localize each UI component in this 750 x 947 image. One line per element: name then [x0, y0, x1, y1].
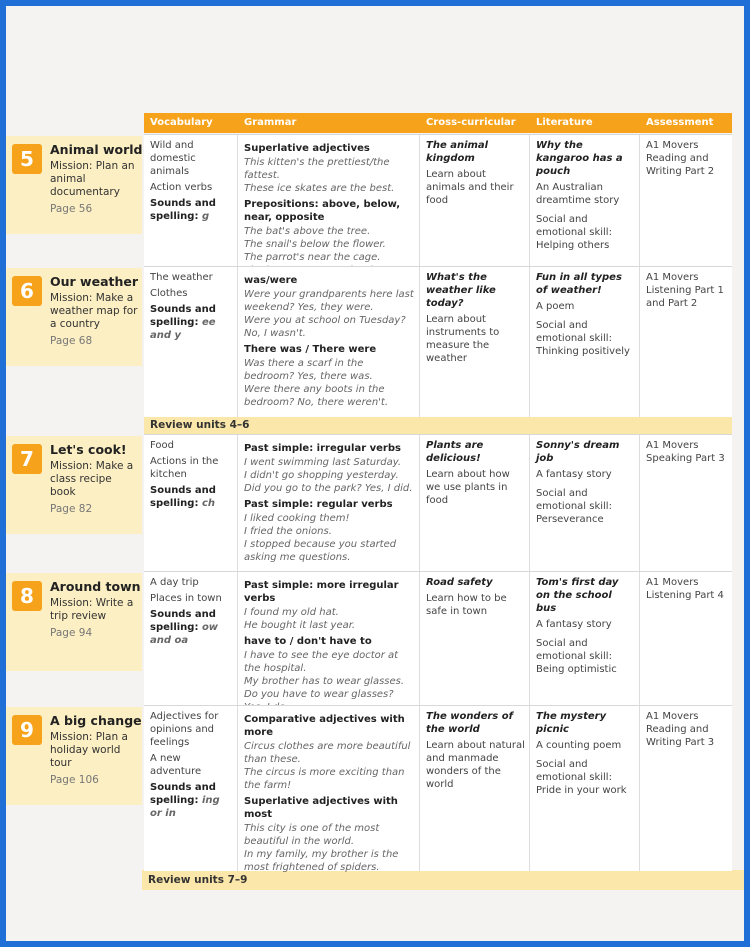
- unit-title: Around town: [50, 579, 141, 594]
- assessment-cell: [640, 572, 732, 706]
- grammar-example: I didn't go shopping yesterday.: [244, 470, 399, 481]
- literature-type: A counting poem: [536, 740, 622, 751]
- literature-skill: Social and emotional skill: Being optimistic: [536, 638, 617, 675]
- sounds-spelling-letters: ee and y: [150, 317, 216, 341]
- grammar-example: I liked cooking them!: [244, 513, 350, 524]
- unit-badge: [6, 436, 142, 534]
- mission-text: Mission: Write a trip review: [50, 597, 134, 622]
- unit-mission: [50, 597, 138, 640]
- grammar-example: Did you go to the park? Yes, I did.: [244, 483, 413, 494]
- vocabulary-cell: [144, 267, 238, 417]
- unit-mission: [50, 731, 138, 787]
- unit-badge: [6, 136, 142, 234]
- assessment-cell: [640, 706, 732, 871]
- unit-mission: [50, 292, 138, 348]
- unit-title: Our weather: [50, 274, 139, 289]
- cross-curricular-cell: [420, 135, 530, 267]
- table-row: [144, 705, 732, 871]
- literature-cell: [530, 135, 640, 267]
- grammar-example: I have to see the eye doctor at the hospital.: [244, 650, 399, 674]
- grammar-example: Were there any boots in the bedroom? No, there weren't.: [244, 384, 389, 408]
- literature-title: Sonny's dream job: [536, 440, 620, 464]
- header-literature: Literature: [530, 113, 640, 133]
- grammar-cell: [238, 706, 420, 871]
- grammar-example: The snail's below the flower.: [244, 239, 386, 250]
- literature-type: A fantasy story: [536, 469, 612, 480]
- literature-cell: [530, 706, 640, 871]
- table-row: [144, 266, 732, 417]
- literature-type: A poem: [536, 301, 575, 312]
- literature-cell: [530, 267, 640, 417]
- mission-text: Mission: Make a weather map for a country: [50, 292, 138, 330]
- vocab-item: Adjectives for opinions and feelings: [150, 711, 219, 748]
- literature-title: Fun in all types of weather!: [536, 272, 622, 296]
- vocab-item: Food: [150, 440, 174, 451]
- unit-badge: [6, 573, 142, 671]
- grammar-example: Was there a scarf in the bedroom? Yes, there was.: [244, 358, 373, 382]
- vocab-item: A day trip: [150, 577, 199, 588]
- grammar-cell: [238, 572, 420, 706]
- grammar-heading: Past simple: regular verbs: [244, 499, 393, 510]
- review-units-7-9: Review units 7–9: [142, 870, 744, 890]
- grammar-example: Circus clothes are more beautiful than these.: [244, 741, 411, 765]
- unit-page: Page 94: [50, 627, 93, 639]
- literature-title: Tom's first day on the school bus: [536, 577, 619, 614]
- mission-text: Mission: Plan an animal documentary: [50, 160, 135, 198]
- literature-type: A fantasy story: [536, 619, 612, 630]
- literature-skill: Social and emotional skill: Perseverance: [536, 488, 612, 525]
- table-row: [144, 571, 732, 706]
- header-assessment: Assessment: [640, 113, 732, 133]
- assessment-cell: [640, 267, 732, 417]
- unit-page: Page 106: [50, 774, 99, 786]
- grammar-example: Were your grandparents here last weekend? Yes, they were.: [244, 289, 414, 313]
- grammar-example: I fried the onions.: [244, 526, 332, 537]
- sounds-spelling: Sounds and spelling: ch: [150, 485, 216, 509]
- vocabulary-cell: [144, 135, 238, 267]
- cross-curricular-cell: [420, 435, 530, 572]
- unit-title: Let's cook!: [50, 442, 127, 457]
- cross-title: Plants are delicious!: [426, 440, 484, 464]
- mission-text: Mission: Plan a holiday world tour: [50, 731, 128, 769]
- cross-title: Road safety: [426, 577, 493, 588]
- cross-title: The animal kingdom: [426, 140, 489, 164]
- unit-page: Page 82: [50, 503, 93, 515]
- unit-number: 9: [12, 715, 42, 745]
- cross-text: Learn about animals and their food: [426, 169, 514, 206]
- literature-type: An Australian dreamtime story: [536, 182, 620, 206]
- sounds-spelling-letters: ing or in: [150, 795, 220, 819]
- cross-text: Learn about how we use plants in food: [426, 469, 510, 506]
- sounds-spelling-letters: g: [201, 211, 210, 222]
- literature-skill: Social and emotional skill: Thinking positively: [536, 320, 630, 357]
- grammar-heading: Comparative adjectives with more: [244, 714, 405, 738]
- header-cross-curricular: Cross-curricular: [420, 113, 530, 133]
- sounds-spelling-letters: ch: [201, 498, 215, 509]
- cross-text: Learn about natural and manmade wonders of the world: [426, 740, 525, 790]
- grammar-cell: [238, 435, 420, 572]
- cross-curricular-cell: [420, 267, 530, 417]
- header-grammar: Grammar: [238, 113, 420, 133]
- literature-skill: Social and emotional skill: Pride in your work: [536, 759, 627, 796]
- sounds-spelling: Sounds and spelling: g: [150, 198, 216, 222]
- grammar-heading: Past simple: more irregular verbs: [244, 580, 399, 604]
- grammar-example: I went swimming last Saturday.: [244, 457, 402, 468]
- grammar-example: The parrot's near the cage.: [244, 252, 381, 263]
- grammar-example: The bat's above the tree.: [244, 226, 371, 237]
- vocabulary-cell: [144, 572, 238, 706]
- literature-cell: [530, 572, 640, 706]
- grammar-cell: [238, 135, 420, 267]
- assessment-text: A1 Movers Reading and Writing Part 3: [646, 711, 715, 748]
- grammar-heading: was/were: [244, 275, 298, 286]
- assessment-text: A1 Movers Listening Part 1 and Part 2: [646, 272, 724, 309]
- table-row: [144, 434, 732, 572]
- header-vocabulary: Vocabulary: [144, 113, 238, 133]
- literature-title: Why the kangaroo has a pouch: [536, 140, 623, 177]
- vocabulary-cell: [144, 435, 238, 572]
- cross-curricular-cell: [420, 572, 530, 706]
- literature-title: The mystery picnic: [536, 711, 607, 735]
- grammar-example: This city is one of the most beautiful in the world.: [244, 823, 380, 847]
- table-row: [144, 134, 732, 267]
- unit-title: A big change: [50, 713, 142, 728]
- grammar-heading: There was / There were: [244, 344, 377, 355]
- vocab-item: Wild and domestic animals: [150, 140, 196, 177]
- vocab-item: Action verbs: [150, 182, 213, 193]
- unit-number: 7: [12, 444, 42, 474]
- cross-text: Learn about instruments to measure the weather: [426, 314, 500, 364]
- unit-page: Page 68: [50, 335, 93, 347]
- assessment-cell: [640, 435, 732, 572]
- page: [6, 6, 744, 941]
- sounds-spelling: Sounds and spelling: ow and oa: [150, 609, 219, 646]
- assessment-text: A1 Movers Reading and Writing Part 2: [646, 140, 715, 177]
- grammar-example: These ice skates are the best.: [244, 183, 395, 194]
- grammar-heading: Past simple: irregular verbs: [244, 443, 401, 454]
- unit-number: 8: [12, 581, 42, 611]
- cross-title: The wonders of the world: [426, 711, 513, 735]
- grammar-example: This kitten's the prettiest/the fattest.: [244, 157, 390, 181]
- unit-number: 6: [12, 276, 42, 306]
- cross-text: Learn how to be safe in town: [426, 593, 507, 617]
- vocab-item: Actions in the kitchen: [150, 456, 219, 480]
- grammar-cell: [238, 267, 420, 417]
- assessment-text: A1 Movers Listening Part 4: [646, 577, 724, 601]
- grammar-heading: Superlative adjectives: [244, 143, 370, 154]
- literature-skill: Social and emotional skill: Helping others: [536, 214, 612, 251]
- grammar-example: I found my old hat.: [244, 607, 339, 618]
- cross-curricular-cell: [420, 706, 530, 871]
- grammar-heading: Prepositions: above, below, near, opposite: [244, 199, 401, 223]
- literature-cell: [530, 435, 640, 572]
- grammar-example: Do you have to wear glasses?: [244, 689, 394, 700]
- grammar-heading: Superlative adjectives with most: [244, 796, 398, 820]
- vocab-item: A new adventure: [150, 753, 202, 777]
- grammar-example: The circus is more exciting than the farm!: [244, 767, 405, 791]
- unit-badge: [6, 707, 142, 805]
- vocab-item: Clothes: [150, 288, 188, 299]
- grammar-example: My brother has to wear glasses.: [244, 676, 405, 687]
- assessment-cell: [640, 135, 732, 267]
- sounds-spelling: Sounds and spelling: ing or in: [150, 782, 220, 819]
- unit-mission: [50, 160, 138, 216]
- grammar-heading: have to / don't have to: [244, 636, 372, 647]
- unit-mission: [50, 460, 138, 516]
- grammar-example: I stopped because you started asking me questions.: [244, 539, 397, 563]
- unit-title: Animal world: [50, 142, 143, 157]
- unit-badge: [6, 268, 142, 366]
- assessment-text: A1 Movers Speaking Part 3: [646, 440, 725, 464]
- grammar-example: Were you at school on Tuesday? No, I wasn't.: [244, 315, 406, 339]
- mission-text: Mission: Make a class recipe book: [50, 460, 134, 498]
- grammar-example: He bought it last year.: [244, 620, 356, 631]
- review-units-4-6: Review units 4–6: [144, 416, 732, 434]
- vocab-item: The weather: [150, 272, 213, 283]
- vocab-item: Places in town: [150, 593, 222, 604]
- grammar-example: In my family, my brother is the most frightened of spiders.: [244, 849, 399, 873]
- unit-page: Page 56: [50, 203, 93, 215]
- cross-title: What's the weather like today?: [426, 272, 496, 309]
- vocabulary-cell: [144, 706, 238, 871]
- sounds-spelling-letters: ow and oa: [150, 622, 219, 646]
- sounds-spelling: Sounds and spelling: ee and y: [150, 304, 216, 341]
- unit-number: 5: [12, 144, 42, 174]
